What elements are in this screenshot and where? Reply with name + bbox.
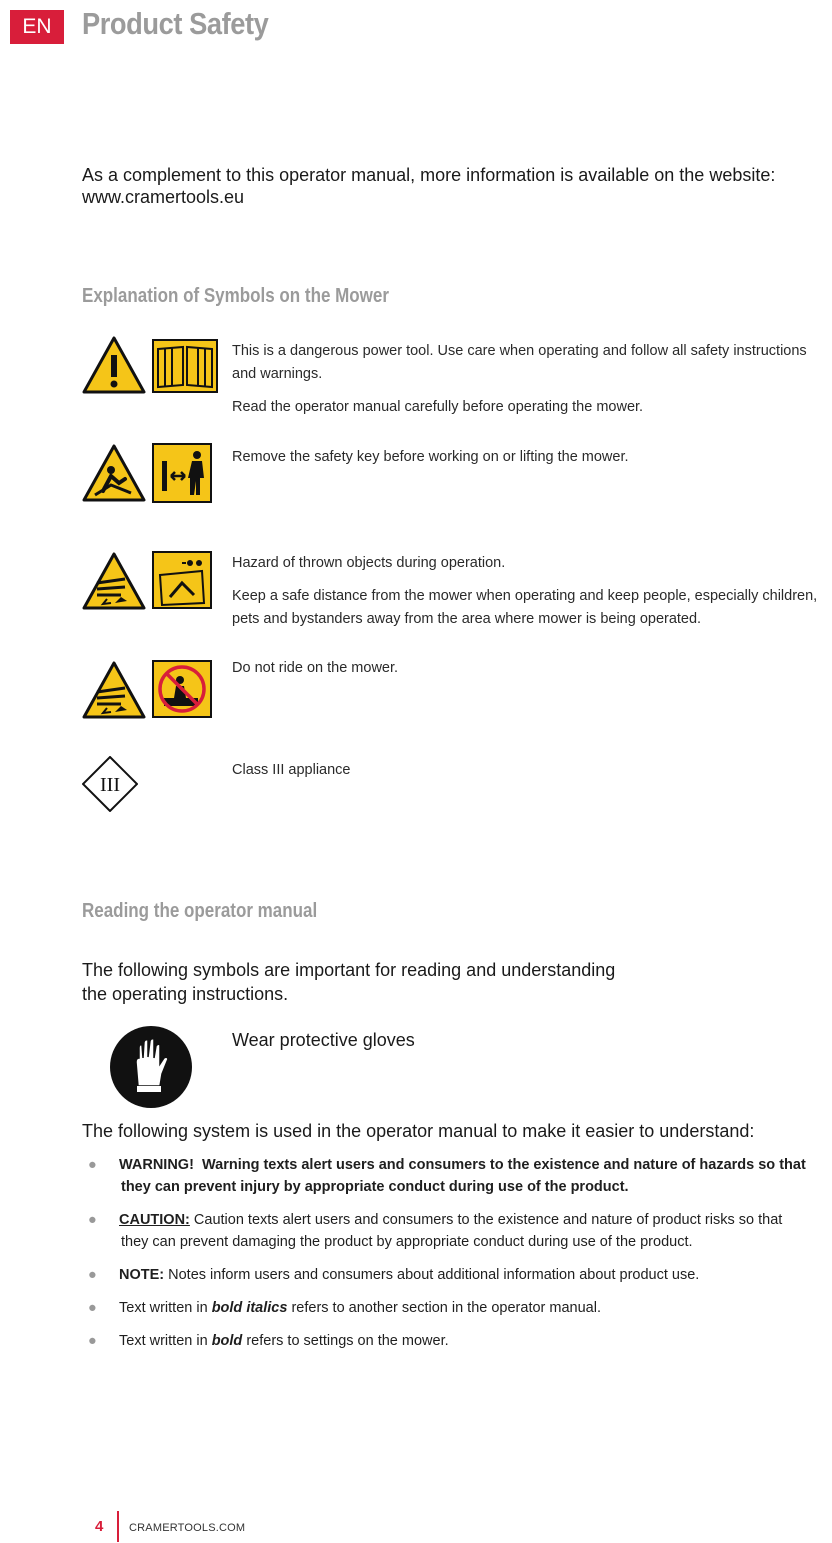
- reading-lead-line-1: The following symbols are important for reading and understanding: [82, 960, 616, 980]
- note-text: Notes inform users and consumers about additional information about product use.: [168, 1267, 700, 1283]
- list-item-bold-italics: [82, 1297, 827, 1319]
- warning-text: Warning texts alert users and consumers to the existence and nature of hazards so that: [201, 1157, 806, 1173]
- symbol-row-3-text-2: Keep a safe distance from the mower when operating and keep people, especially children, pets and bystanders away from the area where mower is being operated.: [232, 588, 818, 627]
- gloves-icon: [108, 1024, 194, 1110]
- convention-list: [82, 1154, 827, 1363]
- symbol-row-3: [232, 552, 822, 641]
- bullet-dot: ●: [88, 1267, 97, 1283]
- symbol-row-4-text-1: Do not ride on the mower.: [232, 660, 399, 676]
- remove-safety-key-icon: [152, 443, 212, 503]
- footer-divider: [117, 1511, 119, 1542]
- bold-italics-pre: Text written in: [119, 1300, 208, 1316]
- class-iii-appliance-icon: [82, 756, 138, 812]
- symbol-row-3-text-1: Hazard of thrown objects during operation.: [232, 555, 506, 571]
- blade-hazard-triangle-icon-2: [81, 660, 147, 720]
- language-badge: EN: [10, 10, 64, 44]
- list-item-caution: [82, 1209, 827, 1253]
- intro-website: www.cramertools.eu: [82, 187, 245, 207]
- warning-text-cont: they can prevent injury by appropriate conduct during use of the product.: [121, 1179, 629, 1195]
- bullet-dot: ●: [88, 1212, 97, 1228]
- person-hazard-triangle-icon: [81, 443, 147, 503]
- symbol-row-5-text-1: Class III appliance: [232, 762, 351, 778]
- page-title: Product Safety: [82, 6, 269, 41]
- blade-hazard-triangle-icon: [81, 551, 147, 611]
- caution-text-cont: they can prevent damaging the product by appropriate conduct during use of the product.: [121, 1234, 693, 1250]
- keep-distance-icon: [152, 551, 212, 609]
- reading-lead-line-2: the operating instructions.: [82, 984, 289, 1004]
- system-lead: The following system is used in the operator manual to make it easier to understand:: [82, 1121, 755, 1141]
- reading-heading: Reading the operator manual: [82, 900, 318, 922]
- caution-label: CAUTION:: [119, 1212, 190, 1228]
- list-item-warning: [82, 1154, 827, 1198]
- read-manual-icon: [152, 339, 218, 393]
- intro-line-1: As a complement to this operator manual, more information is available on the website:: [82, 165, 776, 185]
- reading-lead: [82, 958, 615, 1006]
- bullet-dot: ●: [88, 1333, 97, 1349]
- list-item-bold: [82, 1330, 827, 1352]
- no-riding-icon: [152, 660, 212, 718]
- symbol-row-1-text-2: Read the operator manual carefully before operating the mower.: [232, 399, 644, 415]
- warning-triangle-icon: [81, 335, 147, 395]
- symbol-row-5: [232, 759, 822, 792]
- bullet-dot: ●: [88, 1300, 97, 1316]
- list-item-note: [82, 1264, 827, 1286]
- intro-paragraph: [82, 164, 832, 208]
- footer-website: CRAMERTOOLS.COM: [129, 1522, 246, 1534]
- caution-text: Caution texts alert users and consumers to the existence and nature of product risks so that: [193, 1212, 783, 1228]
- symbol-row-1: [232, 340, 822, 429]
- bold-italics-term: bold italics: [211, 1300, 288, 1316]
- symbols-heading: Explanation of Symbols on the Mower: [82, 285, 389, 307]
- warning-label: WARNING!: [119, 1157, 194, 1173]
- page-number: 4: [95, 1518, 104, 1535]
- bold-italics-post: refers to another section in the operator manual.: [291, 1300, 601, 1316]
- note-label: NOTE:: [119, 1267, 165, 1283]
- bold-term: bold: [211, 1333, 243, 1349]
- symbol-row-4: [232, 657, 822, 690]
- bullet-dot: ●: [88, 1157, 97, 1173]
- class-iii-label: III: [100, 774, 120, 796]
- bold-post: refers to settings on the mower.: [246, 1333, 449, 1349]
- symbol-row-2: [232, 446, 822, 479]
- bold-pre: Text written in: [119, 1333, 208, 1349]
- symbol-row-2-text-1: Remove the safety key before working on or lifting the mower.: [232, 449, 629, 465]
- symbol-row-1-text-1: This is a dangerous power tool. Use care when operating and follow all safety instructions and warnings.: [232, 343, 807, 382]
- gloves-label: Wear protective gloves: [232, 1030, 415, 1050]
